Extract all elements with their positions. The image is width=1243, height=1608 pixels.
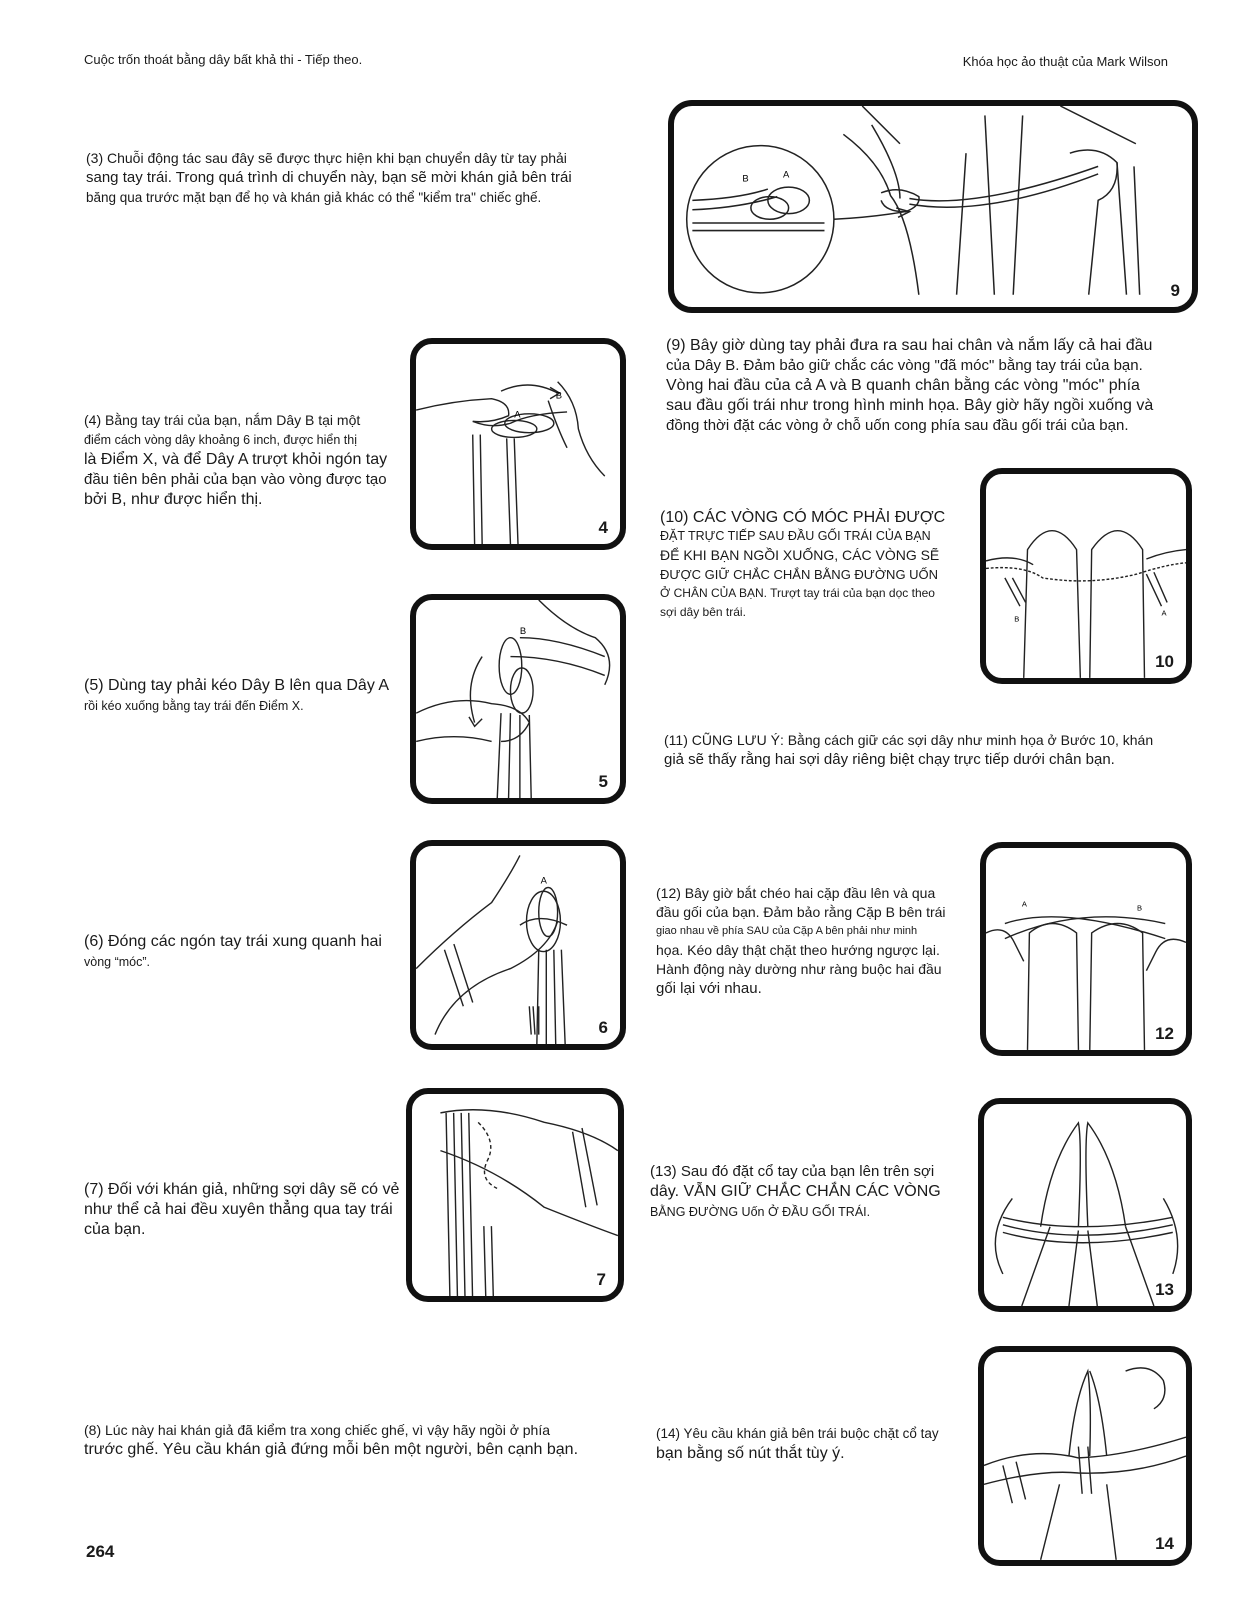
- fig10-label-a: A: [1161, 608, 1167, 618]
- figure-number: 4: [598, 518, 608, 537]
- fig12-label-b: B: [1136, 903, 1142, 913]
- step-4-text: (4) Bằng tay trái của bạn, nắm Dây B tại một điểm cách vòng dây khoảng 6 inch, được hiển thị là Điểm X, và để Dây A trượt khỏi ngón tay đầu tiên bên phải của bạn vào vòng được tạo bởi B, như được hiển thị.: [84, 412, 388, 508]
- step-8-text: (8) Lúc này hai khán giả đã kiểm tra xong chiếc ghế, vì vậy hãy ngồi ở phía trước ghế. Yêu cầu khán giả đứng mỗi bên một người, bên cạnh bạn.: [84, 1422, 579, 1458]
- step-5-text: (5) Dùng tay phải kéo Dây B lên qua Dây A rồi kéo xuống bằng tay trái đến Điểm X.: [84, 677, 390, 713]
- fig10-label-b: B: [1014, 614, 1020, 624]
- figure-number: 10: [1155, 652, 1174, 671]
- figure-10: [980, 468, 1192, 684]
- step-6-text: (6) Đóng các ngón tay trái xung quanh hai vòng “móc”.: [84, 933, 382, 969]
- step-11-text: (11) CŨNG LƯU Ý: Bằng cách giữ các sợi dây như minh họa ở Bước 10, khán giả sẽ thấy rằng hai sợi dây riêng biệt chạy trực tiếp dưới chân bạn.: [664, 732, 1154, 768]
- step-7-text: (7) Đối với khán giả, những sợi dây sẽ có vẻ như thể cả hai đều xuyên thẳng qua tay trái của bạn.: [84, 1181, 400, 1238]
- figure-13: [978, 1098, 1192, 1312]
- fig5-label-b: B: [519, 624, 527, 636]
- figure-4: [410, 338, 626, 550]
- figure-12-illustration: [986, 848, 1186, 1050]
- step-9-text: (9) Bây giờ dùng tay phải đưa ra sau hai chân và nắm lấy cả hai đầu của Dây B. Đảm bảo giữ chắc các vòng "đã móc" bằng tay trái của bạn. Vòng hai đầu của cả A và B quanh chân bằng các vòng "móc" phía sau đầu gối trái như trong hình minh họa. Bây giờ hãy ngồi xuống và đồng thời đặt các vòng ở chỗ uốn cong phía sau đầu gối trái của bạn.: [666, 337, 1154, 434]
- figure-number: 5: [598, 772, 608, 791]
- figure-5: [410, 594, 626, 804]
- fig9-label-a: A: [782, 168, 790, 180]
- figure-14-illustration: [984, 1352, 1186, 1560]
- fig9-label-b: B: [742, 172, 749, 184]
- figure-10-illustration: [986, 474, 1186, 678]
- figure-14: [978, 1346, 1192, 1566]
- fig4-label-a: A: [514, 408, 521, 420]
- step-10-text: (10) CÁC VÒNG CÓ MÓC PHẢI ĐƯỢC ĐẶT TRỰC TIẾP SAU ĐẦU GỐI TRÁI CỦA BẠN ĐỂ KHI BẠN NGỒI XUỐNG, CÁC VÒNG SẼ ĐƯỢC GIỮ CHẮC CHẮN BẰNG ĐƯỜNG UỐN Ở CHÂN CỦA BẠN. Trượt tay trái của bạn dọc theo sợi dây bên trái.: [660, 509, 946, 619]
- figure-6: [410, 840, 626, 1050]
- figure-number: 7: [596, 1270, 606, 1289]
- step-12-text: (12) Bây giờ bắt chéo hai cặp đầu lên và qua đầu gối của bạn. Đảm bảo rằng Cặp B bên trái giao nhau về phía SAU của Cặp A bên phải như minh họa. Kéo dây thật chặt theo hướng ngược lại. Hành động này dường như ràng buộc hai đầu gối lại với nhau.: [656, 885, 946, 997]
- figure-7: [406, 1088, 624, 1302]
- page-number: 264: [86, 1542, 115, 1561]
- figure-number: 6: [598, 1018, 608, 1037]
- figure-7-illustration: [412, 1094, 618, 1296]
- fig12-label-a: A: [1021, 899, 1027, 909]
- figure-5-illustration: [416, 600, 620, 798]
- figure-number: 9: [1170, 281, 1180, 300]
- fig6-label-a: A: [540, 874, 547, 886]
- figure-number: 14: [1155, 1534, 1174, 1553]
- figure-number: 13: [1155, 1280, 1174, 1299]
- running-header-right: Khóa học ảo thuật của Mark Wilson: [962, 54, 1168, 69]
- fig4-label-b: B: [555, 389, 563, 401]
- figure-13-illustration: [984, 1104, 1186, 1306]
- running-header-left: Cuộc trốn thoát bằng dây bất khả thi - Tiếp theo.: [84, 52, 363, 67]
- step-14-text: (14) Yêu cầu khán giả bên trái buộc chặt cổ tay bạn bằng số nút thắt tùy ý.: [656, 1426, 939, 1462]
- figure-6-illustration: [416, 846, 620, 1044]
- figure-number: 12: [1155, 1024, 1174, 1043]
- figure-4-illustration: [416, 344, 620, 544]
- figure-9-illustration: [674, 106, 1192, 307]
- step-13-text: (13) Sau đó đặt cổ tay của bạn lên trên sợi dây. VẪN GIỮ CHẮC CHẮN CÁC VÒNG BẰNG ĐƯỜNG Uốn Ở ĐẦU GỐI TRÁI.: [650, 1163, 941, 1219]
- figure-12: [980, 842, 1192, 1056]
- step-3-text: (3) Chuỗi động tác sau đây sẽ được thực hiện khi bạn chuyển dây từ tay phải sang tay trái. Trong quá trình di chuyển này, bạn sẽ mời khán giả bên trái băng qua trước mặt bạn để họ và khán giả khác có thể "kiểm tra" chiếc ghế.: [86, 150, 572, 205]
- figure-9: [668, 100, 1198, 313]
